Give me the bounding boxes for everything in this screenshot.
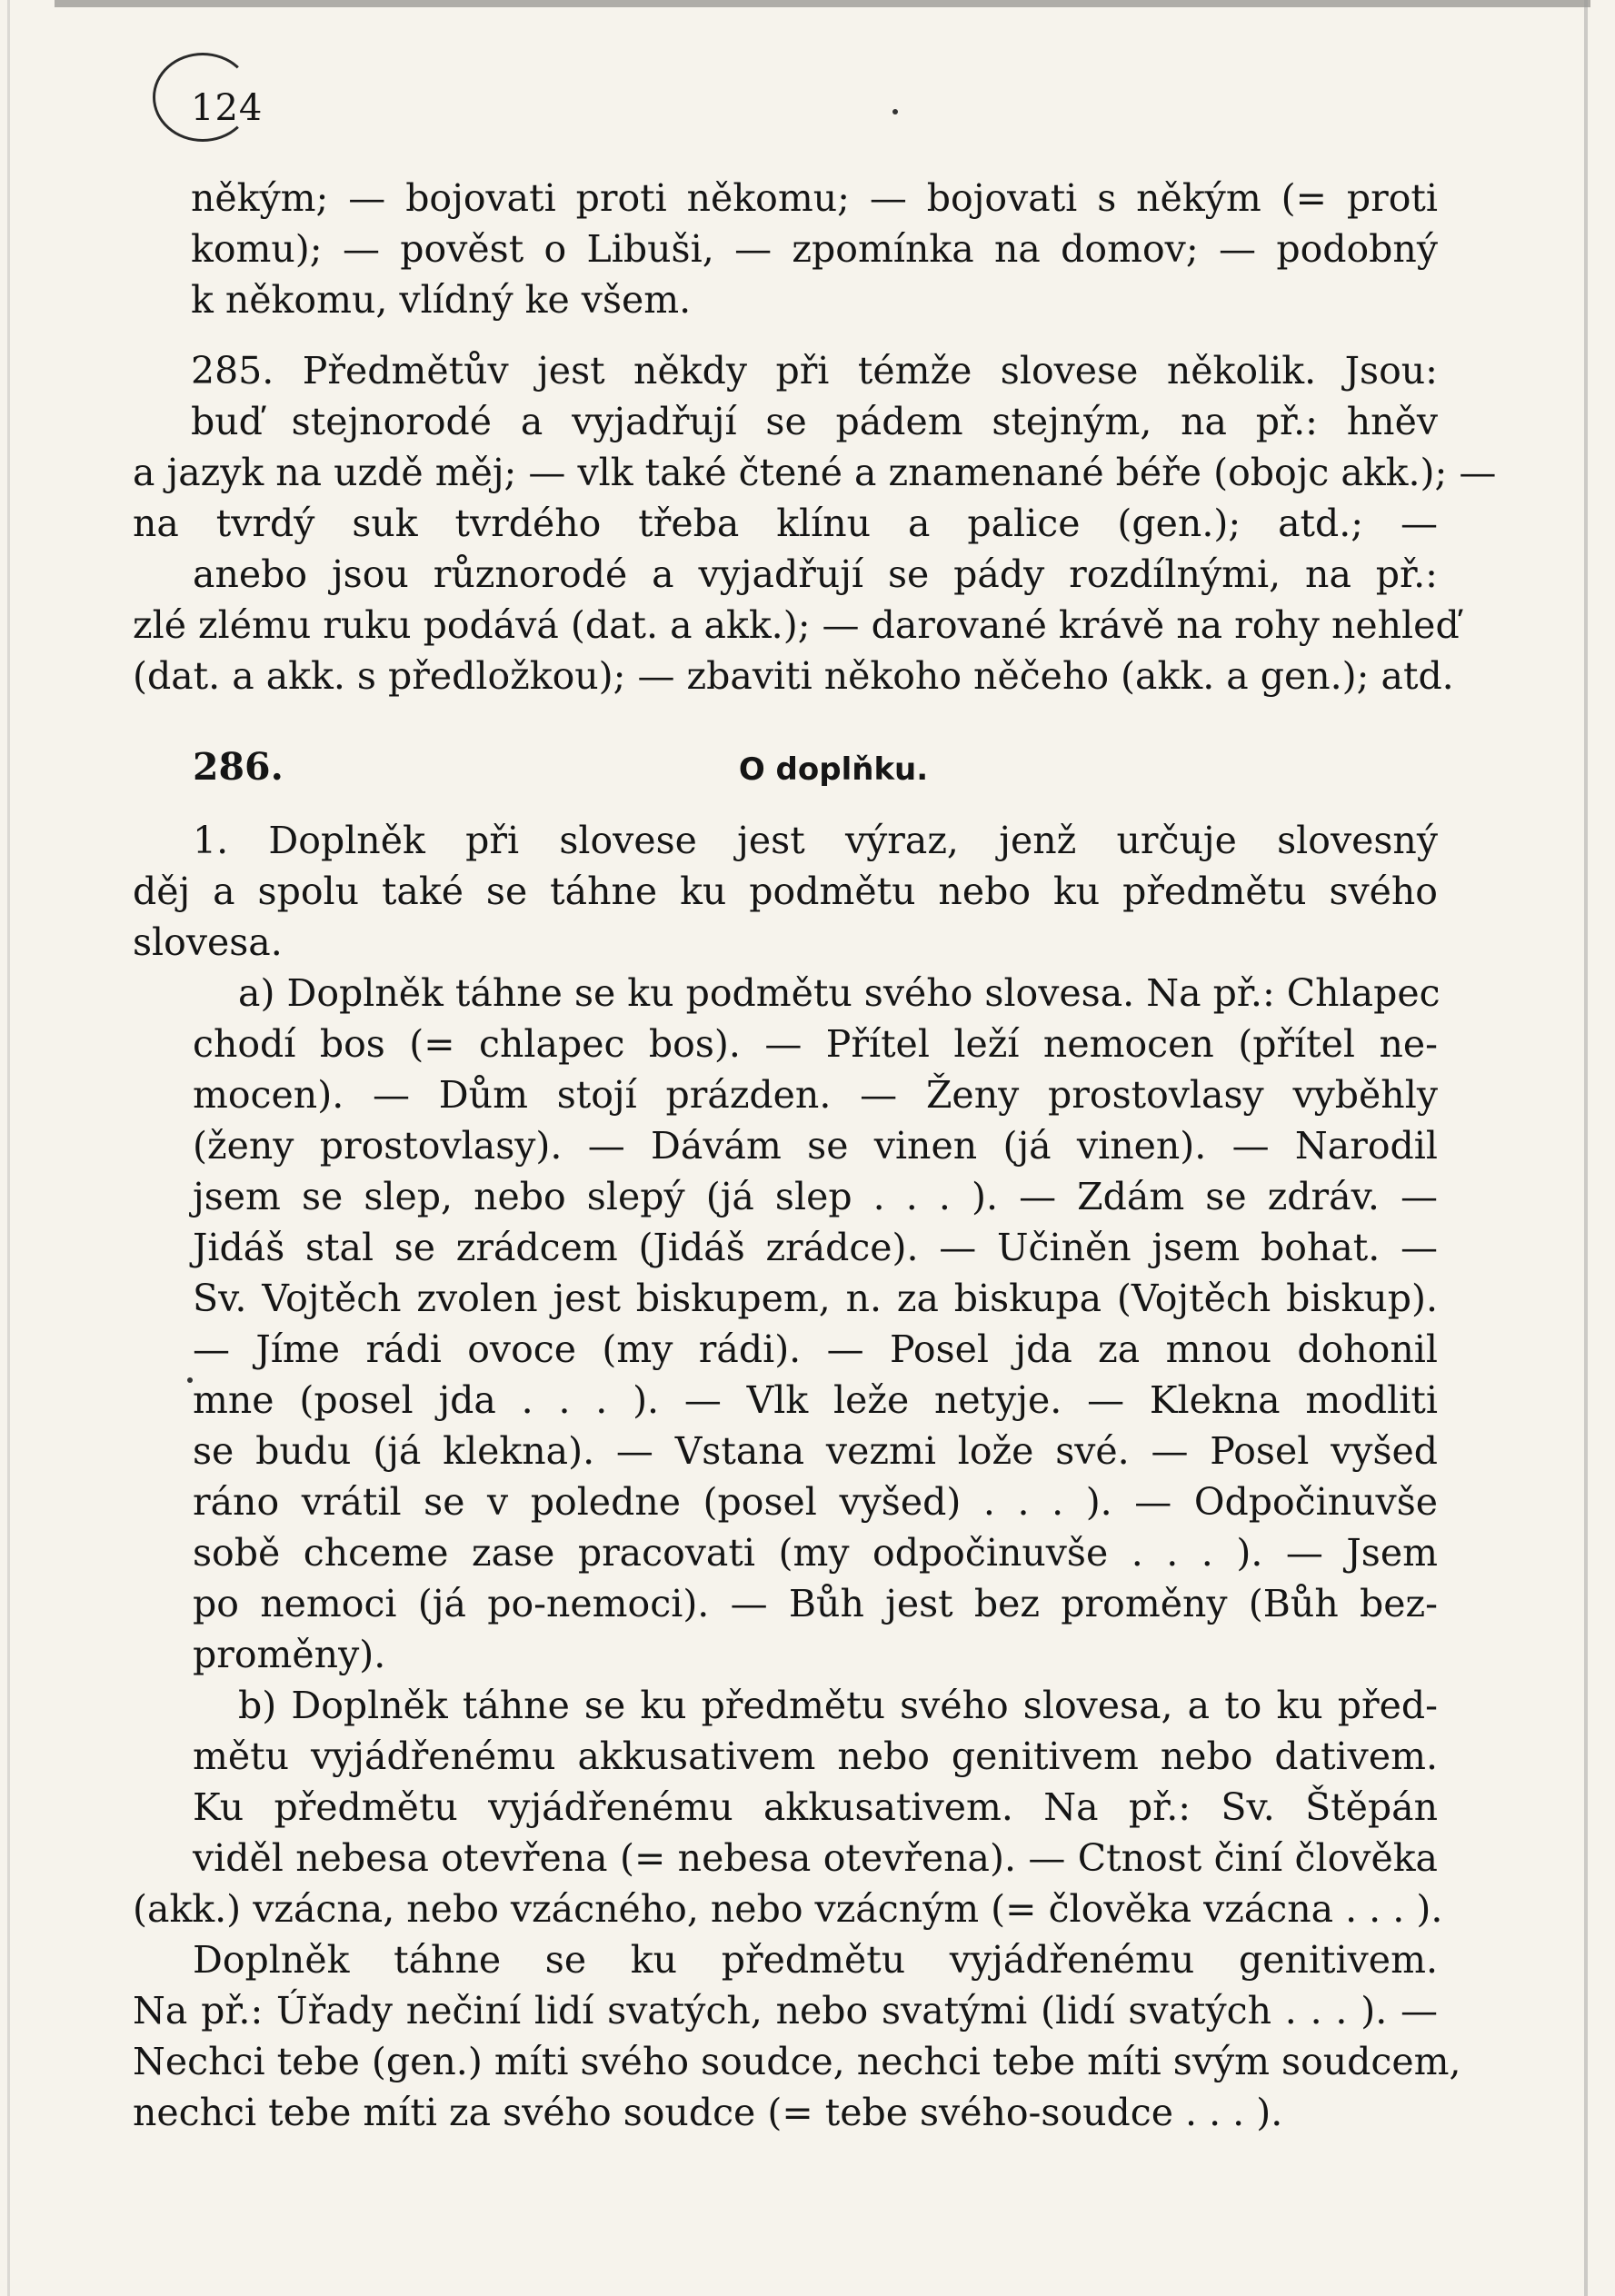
text-line: Ku předmětu vyjádřenému akkusativem. Na př.: Sv. Štěpán xyxy=(193,1785,1438,1829)
text-line: jsem se slep, nebo slepý (já slep . . . ). — Zdám se zdráv. — xyxy=(193,1175,1438,1218)
text-line: slovesa. xyxy=(133,920,283,964)
page-right-edge xyxy=(1584,0,1588,2296)
page-body xyxy=(133,173,1497,2138)
section-heading: 286. O doplňku. xyxy=(193,741,1438,795)
text-line: mětu vyjádřenému akkusativem nebo genitivem nebo dativem. xyxy=(193,1734,1438,1778)
text-line: (dat. a akk. s předložkou); — zbaviti někoho něčeho (akk. a gen.); atd. xyxy=(133,654,1454,698)
ink-speck xyxy=(892,109,898,114)
text-line: — Jíme rádi ovoce (my rádi). — Posel jda za mnou dohonil xyxy=(193,1327,1438,1371)
text-line: nechci tebe míti za svého soudce (= tebe svého-soudce . . . ). xyxy=(133,2091,1283,2134)
subsection-a-line: a) Doplněk táhne se ku podmětu svého slovesa. Na př.: Chlapec xyxy=(238,971,1441,1015)
text-line: ráno vrátil se v poledne (posel vyšed) . . . ). — Odpočinuvše xyxy=(193,1480,1438,1524)
text-line: 1. Doplněk při slovese jest výraz, jenž určuje slovesný xyxy=(193,819,1438,862)
text-line: děj a spolu také se táhne ku podmětu nebo ku předmětu svého xyxy=(133,870,1438,913)
page-number: 124 xyxy=(191,87,264,129)
text-line: Doplněk táhne se ku předmětu vyjádřenému genitivem. xyxy=(193,1938,1438,1982)
text-line: Sv. Vojtěch zvolen jest biskupem, n. za biskupa (Vojtěch biskup). xyxy=(193,1277,1438,1320)
text-line: (akk.) vzácna, nebo vzácného, nebo vzácným (= člověka vzácna . . . ). xyxy=(133,1887,1443,1931)
paragraph-285-line: 285. Předmětův jest někdy při témže slovese několik. Jsou: xyxy=(191,349,1438,393)
subsection-b-line: b) Doplněk táhne se ku předmětu svého slovesa, a to ku před- xyxy=(238,1684,1438,1727)
text-line: sobě chceme zase pracovati (my odpočinuvše . . . ). — Jsem xyxy=(193,1531,1438,1575)
text-line: (ženy prostovlasy). — Dávám se vinen (já vinen). — Narodil xyxy=(193,1124,1438,1168)
text-line: anebo jsou různorodé a vyjadřují se pády rozdílnými, na př.: xyxy=(193,552,1438,596)
text-line: komu); — pověst o Libuši, — zpomínka na domov; — podobný xyxy=(191,227,1438,271)
text-line: se budu (já klekna). — Vstana vezmi lože své. — Posel vyšed xyxy=(193,1429,1438,1473)
section-title: O doplňku. xyxy=(738,751,929,788)
text-line: Na př.: Úřady nečiní lidí svatých, nebo svatými (lidí svatých . . . ). — xyxy=(133,1989,1438,2033)
text-line: mocen). — Dům stojí prázden. — Ženy prostovlasy vyběhly xyxy=(193,1073,1438,1117)
text-line: k někomu, vlídný ke všem. xyxy=(191,278,692,322)
text-line: proměny). xyxy=(193,1633,386,1676)
text-line: mne (posel jda . . . ). — Vlk leže netyje. — Klekna modliti xyxy=(193,1378,1438,1422)
text-line: po nemoci (já po-nemoci). — Bůh jest bez proměny (Bůh bez- xyxy=(193,1582,1438,1625)
text-line: na tvrdý suk tvrdého třeba klínu a palice (gen.); atd.; — xyxy=(133,502,1438,545)
page-top-edge xyxy=(55,0,1590,7)
text-line: Jidáš stal se zrádcem (Jidáš zrádce). — Učiněn jsem bohat. — xyxy=(193,1226,1438,1269)
text-line: a jazyk na uzdě měj; — vlk také čtené a znamenané béře (obojc akk.); — xyxy=(133,451,1497,494)
text-line: někým; — bojovati proti někomu; — bojovati s někým (= proti xyxy=(191,176,1438,220)
page-left-edge xyxy=(7,0,10,2296)
text-line: zlé zlému ruku podává (dat. a akk.); — darované krávě na rohy nehleď xyxy=(133,603,1460,647)
text-line: chodí bos (= chlapec bos). — Přítel leží nemocen (přítel ne- xyxy=(193,1022,1438,1066)
text-line: viděl nebesa otevřena (= nebesa otevřena). — Ctnost činí člověka xyxy=(193,1836,1438,1880)
text-line: Nechci tebe (gen.) míti svého soudce, nechci tebe míti svým soudcem, xyxy=(133,2040,1461,2083)
text-line: buď stejnorodé a vyjadřují se pádem stejným, na př.: hněv xyxy=(191,400,1438,443)
